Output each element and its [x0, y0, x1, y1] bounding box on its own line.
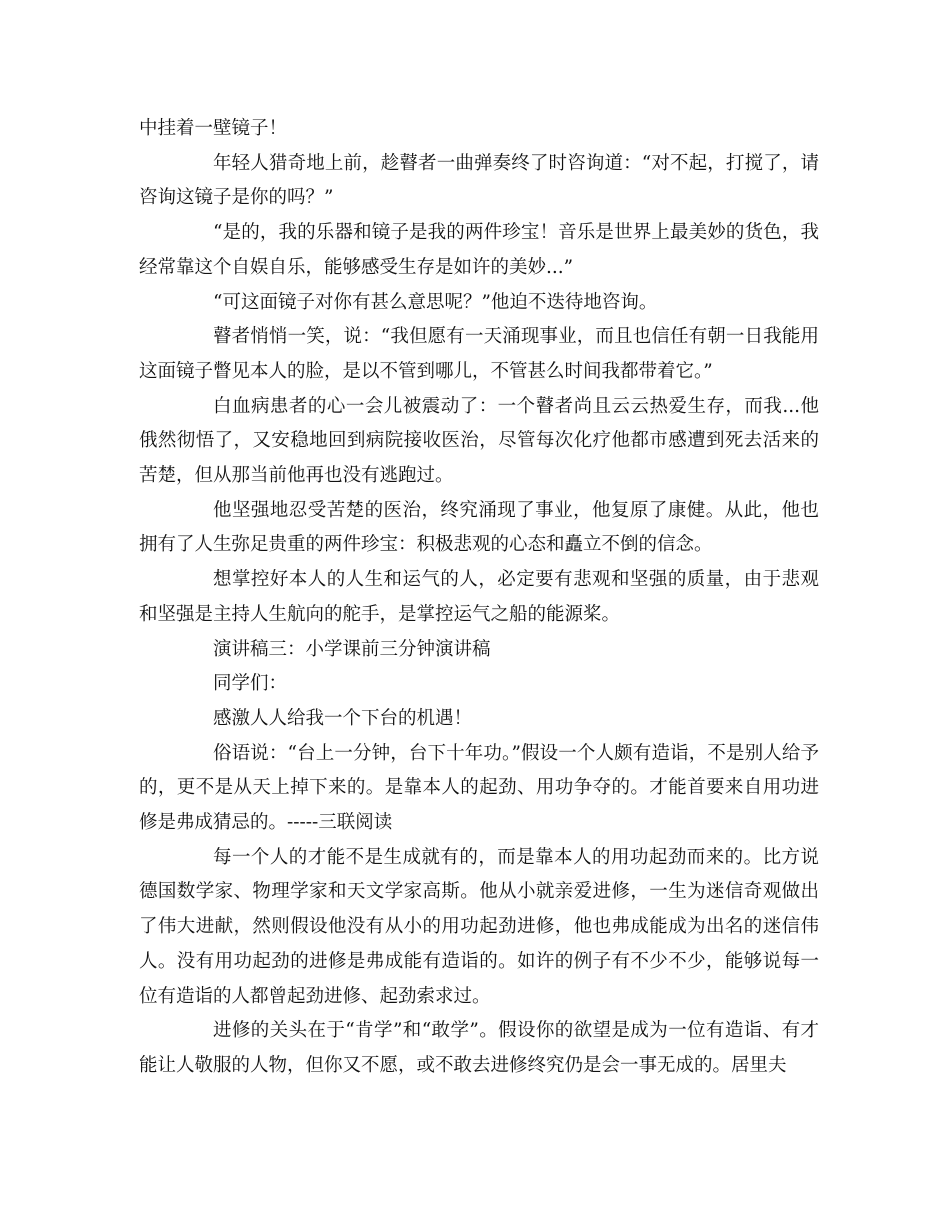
document-body — [139, 112, 819, 1084]
paragraph-5: 瞽者悄悄一笑，说：“我但愿有一天涌现事业，而且也信任有朝一日我能用这面镜子瞥见本人的脸，是以不管到哪儿，不管甚么时间我都带着它。” — [139, 326, 819, 382]
paragraph-7: 他坚强地忍受苦楚的医治，终究涌现了事业，他复原了康健。从此，他也拥有了人生弥足贵重的两件珍宝：积极悲观的心态和矗立不倒的信念。 — [139, 499, 819, 556]
paragraph-13: 每一个人的才能不是生成就有的，而是靠本人的用功起劲而来的。比方说德国数学家、物理学家和天文学家高斯。他从小就亲爱进修，一生为迷信奇观做出了伟大进献，然则假设他没有从小的用功起劲进修，他也弗成能成为出名的迷信伟人。没有用功起劲的进修是弗成能有造诣的。如许的例子有不少不少，能够说每一位有造诣的人都曾起劲进修、起劲索求过。 — [139, 846, 819, 1007]
paragraph-3: “是的，我的乐器和镜子是我的两件珍宝！音乐是世界上最美妙的货色，我经常靠这个自娱自乐，能够感受生存是如许的美妙...” — [139, 222, 819, 278]
paragraph-4: “可这面镜子对你有甚么意思呢？”他迫不迭待地咨询。 — [213, 291, 658, 313]
paragraph-8: 想掌控好本人的人生和运气的人，必定要有悲观和坚强的质量，由于悲观和坚强是主持人生航向的舵手，是掌控运气之船的能源桨。 — [139, 569, 819, 625]
paragraph-11: 感激人人给我一个下台的机遇！ — [213, 707, 473, 729]
paragraph-12: 俗语说：“台上一分钟，台下十年功。”假设一个人颇有造诣，不是别人给予的，更不是从天上掉下来的。是靠本人的起劲、用功争夺的。才能首要来自用功进修是弗成猜忌的。-----三联阅读 — [139, 742, 819, 834]
paragraph-1: 中挂着一壁镜子！ — [139, 118, 288, 139]
paragraph-14: 进修的关头在于“肯学”和“敢学”。假设你的欲望是成为一位有造诣、有才能让人敬服的人物，但你又不愿，或不敢去进修终究仍是会一事无成的。居里夫 — [139, 1020, 819, 1076]
paragraph-2: 年轻人猎奇地上前，趁瞽者一曲弹奏终了时咨询道：“对不起，打搅了，请咨询这镜子是你的吗？” — [139, 152, 819, 209]
salutation: 同学们： — [213, 673, 288, 695]
paragraph-6: 白血病患者的心一会儿被震动了：一个瞽者尚且云云热爱生存，而我...他俄然彻悟了，又安稳地回到病院接收医治，尽管每次化疗他都市感遭到死去活来的苦楚，但从那当前他再也没有逃跑过。 — [139, 395, 819, 487]
section-heading: 演讲稿三：小学课前三分钟演讲稿 — [213, 638, 491, 660]
